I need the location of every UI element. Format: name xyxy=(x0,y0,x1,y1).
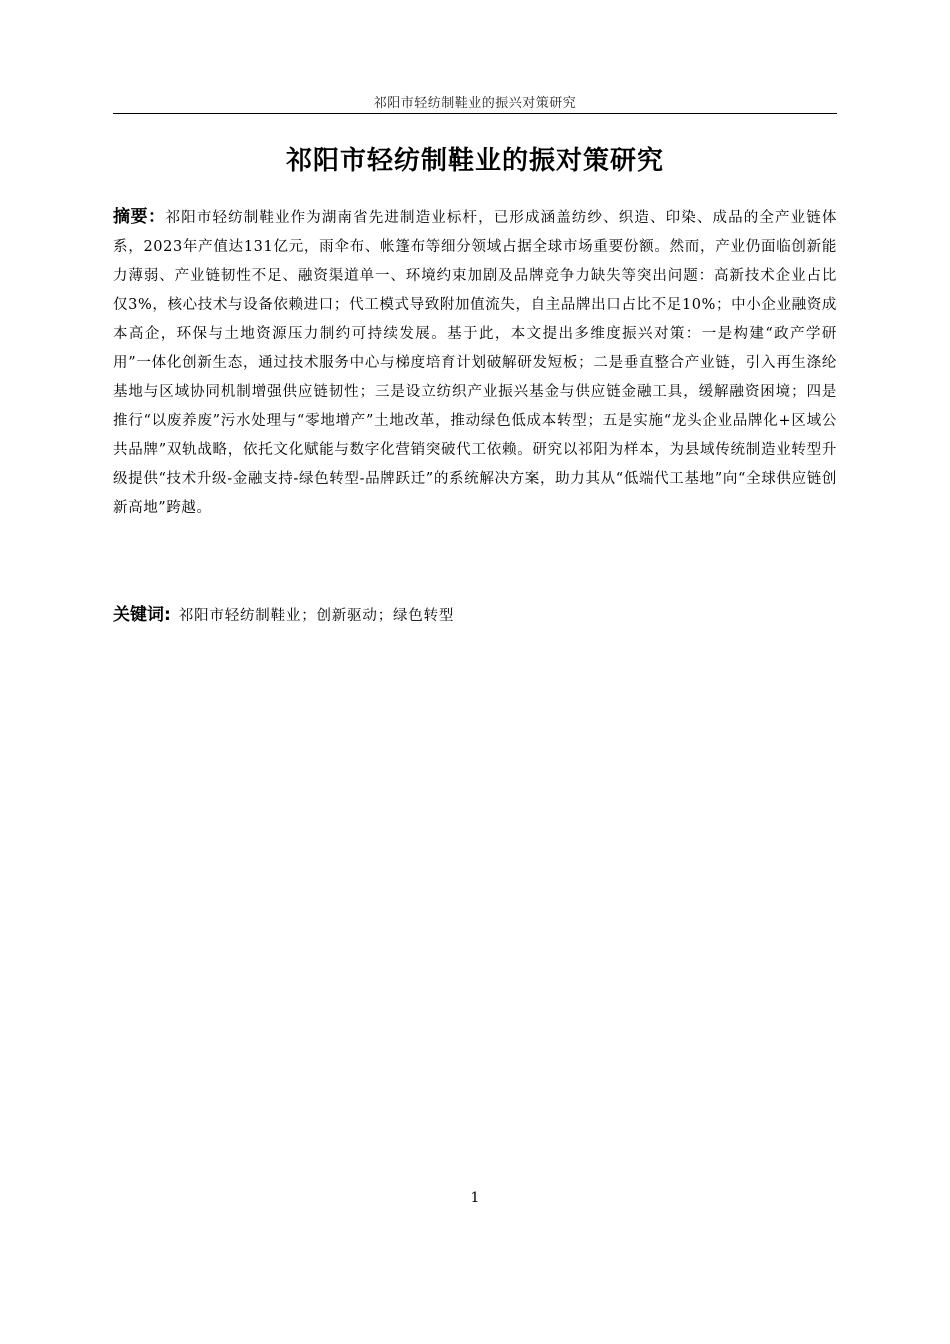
keywords-line xyxy=(113,601,837,631)
abstract-paragraph xyxy=(113,203,837,523)
document-title: 祁阳市轻纺制鞋业的振对策研究 xyxy=(285,146,664,176)
header-rule xyxy=(113,113,837,114)
abstract-label: 摘要： xyxy=(113,207,166,227)
running-header: 祁阳市轻纺制鞋业的振兴对策研究 xyxy=(373,96,577,111)
abstract-text: 祁阳市轻纺制鞋业作为湖南省先进制造业标杆，已形成涵盖纺纱、织造、印染、成品的全产业链体系，2023年产值达131亿元，雨伞布、帐篷布等细分领域占据全球市场重要份额。然而，产业仍面临创新能力薄弱、产业链韧性不足、融资渠道单一、环境约束加剧及品牌竞争力缺失等突出问题：高新技术企业占比仅3%，核心技术与设备依赖进口；代工模式导致附加值流失，自主品牌出口占比不足10%；中小企业融资成本高企，环保与土地资源压力制约可持续发展。基于此，本文提出多维度振兴对策：一是构建“政产学研用”一体化创新生态，通过技术服务中心与梯度培育计划破解研发短板；二是垂直整合产业链，引入再生涤纶基地与区域协同机制增强供应链韧性；三是设立纺织产业振兴基金与供应链金融工具，缓解融资困境；四是推行“以废养废”污水处理与“零地增产”土地改革，推动绿色低成本转型；五是实施“龙头企业品牌化+区域公共品牌”双轨战略，依托文化赋能与数字化营销突破代工依赖。研究以祁阳为样本，为县域传统制造业转型升级提供“技术升级-金融支持-绿色转型-品牌跃迁”的系统解决方案，助力其从“低端代工基地”向“全球供应链创新高地”跨越。 xyxy=(113,210,838,516)
page-number: 1 xyxy=(470,1190,480,1206)
keywords-text: 祁阳市轻纺制鞋业；创新驱动；绿色转型 xyxy=(178,608,455,624)
keywords-label: 关键词: xyxy=(113,605,171,625)
